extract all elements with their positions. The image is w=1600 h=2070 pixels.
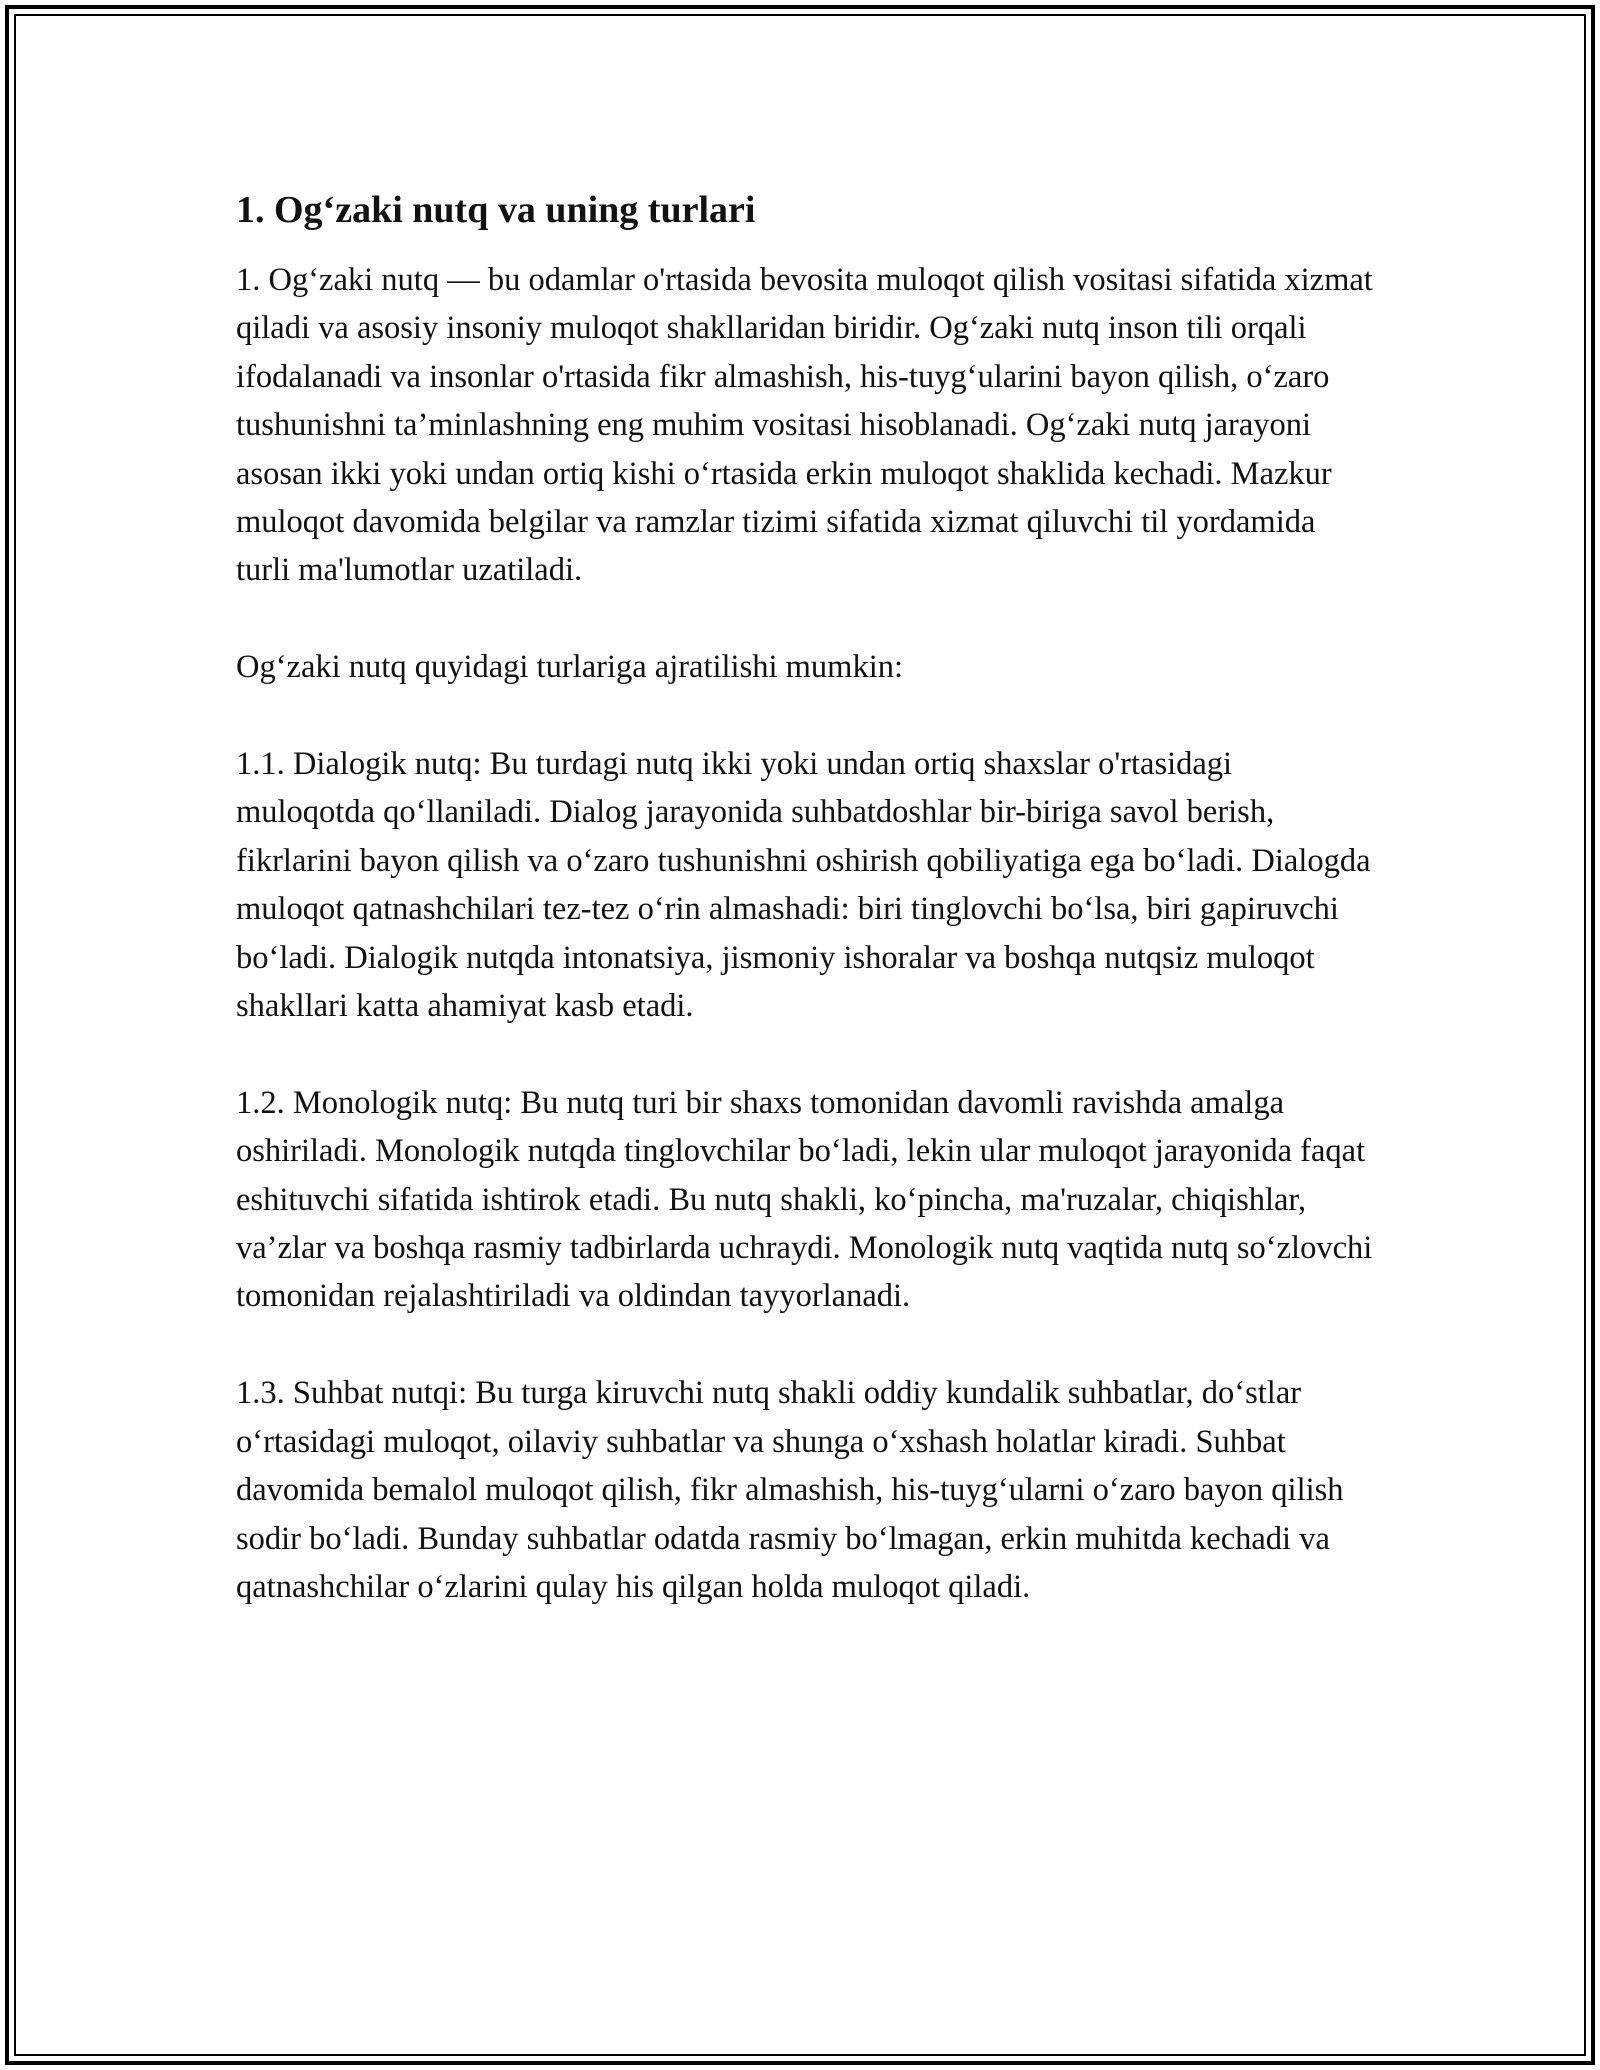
paragraph-intro: 1. Og‘zaki nutq — bu odamlar o'rtasida bevosita muloqot qilish vositasi sifatida xizmat qiladi va asosiy insoniy muloqot shakllaridan biridir. Og‘zaki nutq inson tili orqali ifodalanadi va insonlar o'rtasida fikr almashish, his-tuyg‘ularini bayon qilish, o‘zaro tushunishni ta’minlashning eng muhim vositasi hisoblanadi. Og‘zaki nutq jarayoni asosan ikki yoki undan ortiq kishi o‘rtasida erkin muloqot shaklida kechadi. Mazkur muloqot davomida belgilar va ramzlar tizimi sifatida xizmat qiluvchi til yordamida turli ma'lumotlar uzatiladi. <box>236 262 1373 589</box>
section-heading: 1. Og‘zaki nutq va uning turlari <box>236 189 756 231</box>
paragraph-monologic: 1.2. Monologik nutq: Bu nutq turi bir shaxs tomonidan davomli ravishda amalga oshiriladi. Monologik nutqda tinglovchilar bo‘ladi, lekin ular muloqot jarayonida faqat eshituvchi sifatida ishtirok etadi. Bu nutq shakli, ko‘pincha, ma'ruzalar, chiqishlar, va’zlar va boshqa rasmiy tadbirlarda uchraydi. Monologik nutq vaqtida nutq so‘zlovchi tomonidan rejalashtiriladi va oldindan tayyorlanadi. <box>236 1084 1373 1315</box>
paragraph-dialogic: 1.1. Dialogik nutq: Bu turdagi nutq ikki yoki undan ortiq shaxslar o'rtasidagi muloqotda qo‘llaniladi. Dialog jarayonida suhbatdoshlar bir-biriga savol berish, fikrlarini bayon qilish va o‘zaro tushunishni oshirish qobiliyatiga ega bo‘ladi. Dialogda muloqot qatnashchilari tez-tez o‘rin almashadi: biri tinglovchi bo‘lsa, biri gapiruvchi bo‘ladi. Dialogik nutqda intonatsiya, jismoniy ishoralar va boshqa nutqsiz muloqot shakllari katta ahamiyat kasb etadi. <box>236 746 1371 1025</box>
document-body <box>236 186 1376 1660</box>
paragraph-types-lead: Og‘zaki nutq quyidagi turlariga ajratilishi mumkin: <box>236 649 904 686</box>
paragraph-conversation: 1.3. Suhbat nutqi: Bu turga kiruvchi nutq shakli oddiy kundalik suhbatlar, do‘stlar o‘rtasidagi muloqot, oilaviy suhbatlar va shunga o‘xshash holatlar kiradi. Suhbat davomida bemalol muloqot qilish, fikr almashish, his-tuyg‘ularni o‘zaro bayon qilish sodir bo‘ladi. Bunday suhbatlar odatda rasmiy bo‘lmagan, erkin muhitda kechadi va qatnashchilar o‘zlarini qulay his qilgan holda muloqot qiladi. <box>236 1375 1344 1605</box>
